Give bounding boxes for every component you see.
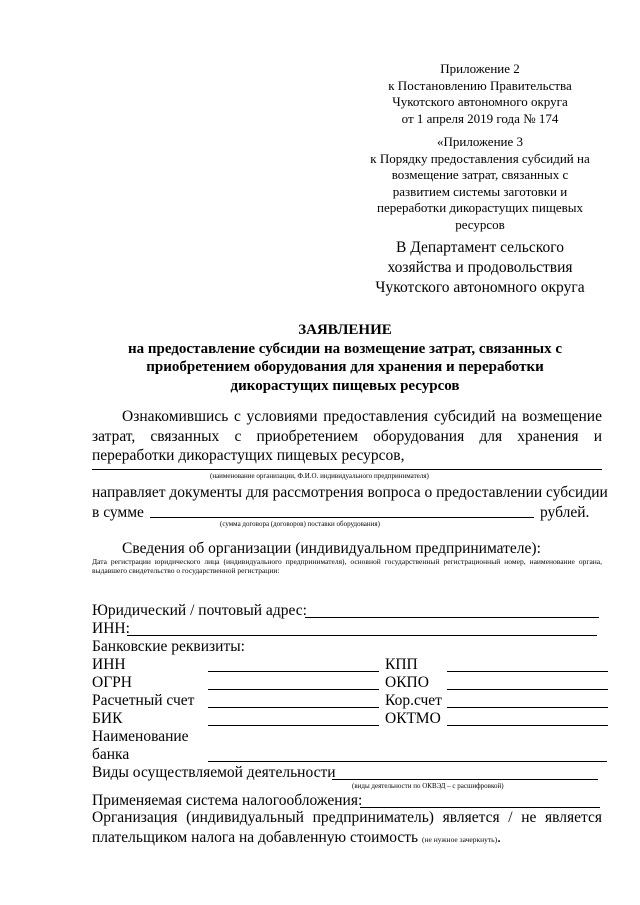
inn2-line: [208, 671, 379, 672]
appendix-2-line: к Постановлению Правительства: [388, 77, 572, 93]
org-info-heading: Сведения об организации (индивидуальном предпринимателе):: [122, 540, 541, 557]
appendix-2-line: Чукотского автономного округа: [392, 94, 568, 109]
corr-line: [447, 707, 608, 708]
tax-system-label: Применяемая система налогообложения:: [92, 792, 363, 809]
sends-text: направляет документы для рассмотрения вопроса о предоставлении субсидии: [92, 484, 608, 501]
title-line: на предоставление субсидии на возмещение затрат, связанных с: [127, 340, 563, 357]
appendix-2-header: [360, 61, 600, 127]
addressee-line: хозяйства и продовольствия: [387, 259, 573, 276]
addressee: [350, 238, 610, 298]
inn-label: ИНН:: [92, 620, 130, 637]
appendix-2-line: Приложение 2: [440, 61, 520, 76]
bank-details-label: Банковские реквизиты:: [92, 638, 245, 655]
title-main: ЗАЯВЛЕНИЕ: [298, 322, 392, 338]
vat-statement: [92, 808, 602, 850]
document-title: [80, 321, 610, 395]
appendix-2-line: от 1 апреля 2019 года № 174: [401, 110, 559, 126]
kpp-line: [447, 671, 608, 672]
bank-name-label-2: банка: [92, 746, 130, 763]
activity-line: [332, 779, 598, 780]
sum-caption: (сумма договора (договоров) поставки оборудования): [220, 520, 380, 528]
inn2-label: ИНН: [92, 656, 126, 673]
org-name-caption: (наименование организации, Ф.И.О. индивидуального предпринимателя): [210, 472, 429, 480]
title-line: приобретением оборудования для хранения и переработки: [146, 359, 544, 375]
inn-line: [127, 635, 597, 636]
oktmo-label: ОКТМО: [385, 710, 441, 727]
activity-label: Виды осуществляемой деятельности: [92, 764, 336, 781]
ogrn-label: ОГРН: [92, 674, 132, 691]
oktmo-line: [447, 725, 608, 726]
appendix-3-header: [350, 134, 610, 233]
vat-note: (не нужное зачеркнуть): [422, 835, 498, 844]
account-line: [208, 707, 379, 708]
bik-label: БИК: [92, 710, 123, 727]
intro-paragraph: Ознакомившись с условиями предоставления субсидий на возмещение затрат, связанных с приобретением оборудования для хранения и переработки дикорастущих пищевых ресурсов,: [92, 408, 602, 464]
address-line: [305, 617, 599, 618]
activity-caption: (виды деятельности по ОКВЭД – с расшифровкой): [352, 782, 504, 790]
org-info-note: Дата регистрации юридического лица (индивидуального предпринимателя), основной государственный регистрационный номер, наименование органа, выдавшего свидетельство о государственной регистрации:: [92, 557, 602, 575]
ogrn-line: [208, 689, 379, 690]
vat-text: Организация (индивидуальный предприниматель) является / не является плательщиком налога на добавленную стоимость: [92, 809, 602, 846]
sum-line: [150, 517, 534, 518]
appendix-3-line: ресурсов: [455, 216, 505, 232]
appendix-3-line: развитием системы заготовки и: [392, 183, 568, 199]
bik-line: [208, 725, 379, 726]
vat-end: .: [497, 829, 501, 846]
title-line: дикорастущих пищевых ресурсов: [230, 377, 460, 394]
address-label: Юридический / почтовый адрес:: [92, 602, 307, 619]
org-name-line: [92, 469, 602, 470]
addressee-line: Чукотского автономного округа: [375, 279, 585, 296]
appendix-3-line: «Приложение 3: [436, 134, 524, 149]
bank-name-line: [208, 761, 607, 762]
sum-suffix: рублей.: [540, 504, 590, 521]
corr-label: Кор.счет: [385, 692, 442, 709]
addressee-line: В Департамент сельского: [396, 239, 564, 256]
appendix-3-line: переработки дикорастущих пищевых: [377, 200, 583, 215]
okpo-label: ОКПО: [385, 674, 429, 691]
bank-name-label: Наименование: [92, 728, 189, 745]
appendix-3-line: возмещение затрат, связанных с: [391, 167, 569, 182]
okpo-line: [447, 689, 608, 690]
sum-label: в сумме: [92, 504, 144, 521]
account-label: Расчетный счет: [92, 692, 195, 709]
kpp-label: КПП: [385, 656, 418, 673]
appendix-3-line: к Порядку предоставления субсидий на: [370, 150, 590, 166]
